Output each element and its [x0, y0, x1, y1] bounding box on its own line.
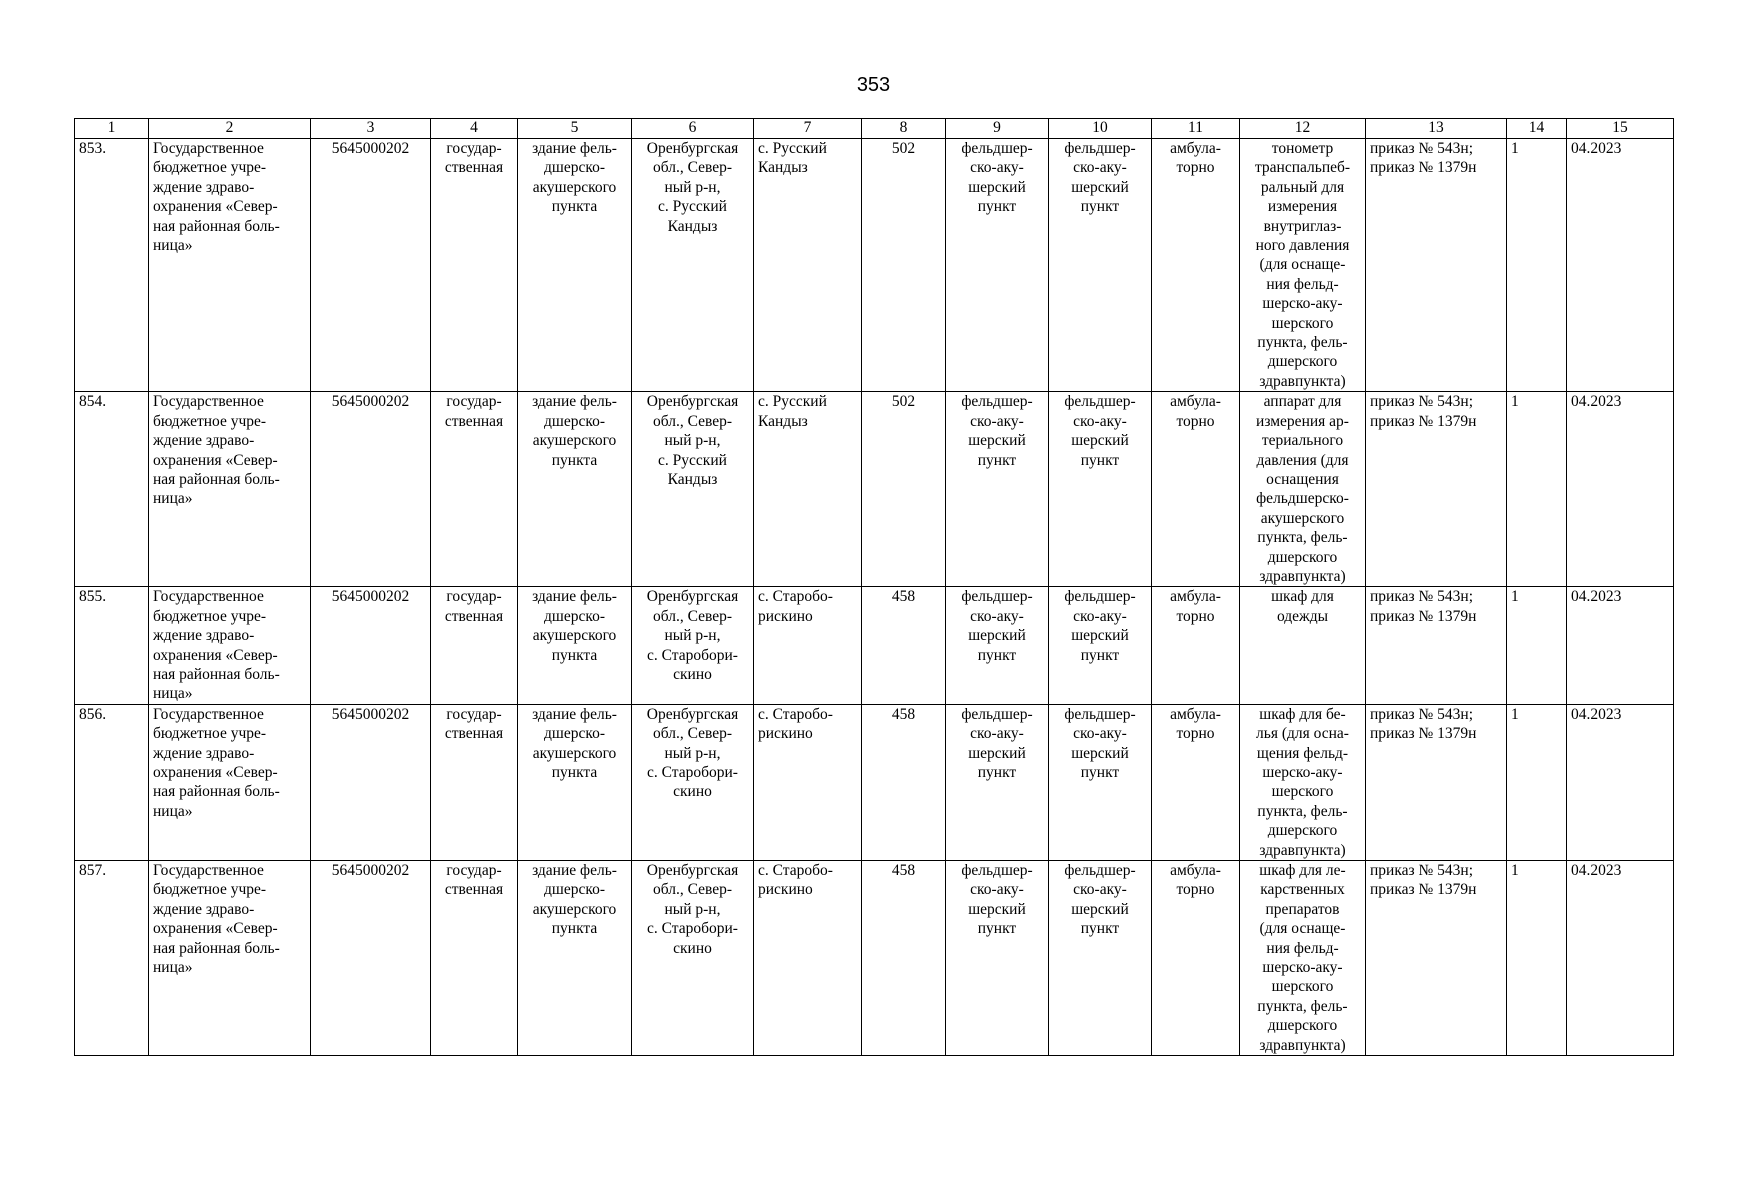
subunit-type: фельдшер- ско-аку- шерский пункт: [1049, 704, 1152, 860]
column-header: 15: [1567, 119, 1674, 139]
care-conditions: амбула- торно: [1152, 392, 1240, 587]
care-conditions: амбула- торно: [1152, 704, 1240, 860]
inn: 5645000202: [311, 861, 431, 1056]
address: Оренбургская обл., Север- ный р-н, с. Старобори- скино: [632, 587, 754, 704]
building: здание фель- дшерско- акушерского пункта: [518, 587, 632, 704]
order-reference: приказ № 543н; приказ № 1379н: [1366, 139, 1507, 392]
inn: 5645000202: [311, 704, 431, 860]
subunit-type: фельдшер- ско-аку- шерский пункт: [1049, 139, 1152, 392]
column-header: 4: [431, 119, 518, 139]
row-number: 857.: [75, 861, 149, 1056]
table-row: [75, 587, 1674, 704]
column-header: 10: [1049, 119, 1152, 139]
locality: с. Старобо- рискино: [754, 704, 862, 860]
equipment: шкаф для ле- карственных препаратов (для оснаще- ния фельд- шерско-аку- шерского пункта, фель- дшерского здравпункта): [1240, 861, 1366, 1056]
ownership-type: государ- ственная: [431, 139, 518, 392]
unit-type: фельдшер- ско-аку- шерский пункт: [946, 704, 1049, 860]
column-header: 5: [518, 119, 632, 139]
row-number: 853.: [75, 139, 149, 392]
organization-name: Государственное бюджетное учре- ждение здраво- охранения «Север- ная районная боль- ница»: [149, 587, 311, 704]
organization-name: Государственное бюджетное учре- ждение здраво- охранения «Север- ная районная боль- ница»: [149, 392, 311, 587]
equipment: шкаф для бе- лья (для осна- щения фельд- шерско-аку- шерского пункта, фель- дшерского здравпункта): [1240, 704, 1366, 860]
column-header: 2: [149, 119, 311, 139]
delivery-date: 04.2023: [1567, 704, 1674, 860]
unit-type: фельдшер- ско-аку- шерский пункт: [946, 587, 1049, 704]
locality: с. Старобо- рискино: [754, 861, 862, 1056]
population-code: 502: [862, 392, 946, 587]
delivery-date: 04.2023: [1567, 392, 1674, 587]
order-reference: приказ № 543н; приказ № 1379н: [1366, 704, 1507, 860]
subunit-type: фельдшер- ско-аку- шерский пункт: [1049, 861, 1152, 1056]
order-reference: приказ № 543н; приказ № 1379н: [1366, 861, 1507, 1056]
header-row: [75, 119, 1674, 139]
order-reference: приказ № 543н; приказ № 1379н: [1366, 392, 1507, 587]
equipment: тонометр транспальпеб- ральный для измерения внутриглаз- ного давления (для оснаще- ния фельд- шерско-аку- шерского пункта, фель- дшерского здравпункта): [1240, 139, 1366, 392]
column-header: 1: [75, 119, 149, 139]
building: здание фель- дшерско- акушерского пункта: [518, 392, 632, 587]
address: Оренбургская обл., Север- ный р-н, с. Русский Кандыз: [632, 139, 754, 392]
population-code: 458: [862, 704, 946, 860]
inn: 5645000202: [311, 139, 431, 392]
quantity: 1: [1507, 704, 1567, 860]
organization-name: Государственное бюджетное учре- ждение здраво- охранения «Север- ная районная боль- ница»: [149, 139, 311, 392]
ownership-type: государ- ственная: [431, 861, 518, 1056]
column-header: 9: [946, 119, 1049, 139]
table-row: [75, 704, 1674, 860]
locality: с. Русский Кандыз: [754, 139, 862, 392]
order-reference: приказ № 543н; приказ № 1379н: [1366, 587, 1507, 704]
unit-type: фельдшер- ско-аку- шерский пункт: [946, 139, 1049, 392]
subunit-type: фельдшер- ско-аку- шерский пункт: [1049, 392, 1152, 587]
building: здание фель- дшерско- акушерского пункта: [518, 861, 632, 1056]
column-header: 8: [862, 119, 946, 139]
row-number: 855.: [75, 587, 149, 704]
subunit-type: фельдшер- ско-аку- шерский пункт: [1049, 587, 1152, 704]
equipment: аппарат для измерения ар- териального давления (для оснащения фельдшерско- акушерского пункта, фель- дшерского здравпункта): [1240, 392, 1366, 587]
delivery-date: 04.2023: [1567, 587, 1674, 704]
population-code: 502: [862, 139, 946, 392]
ownership-type: государ- ственная: [431, 392, 518, 587]
quantity: 1: [1507, 139, 1567, 392]
organization-name: Государственное бюджетное учре- ждение здраво- охранения «Север- ная районная боль- ница»: [149, 704, 311, 860]
delivery-date: 04.2023: [1567, 139, 1674, 392]
building: здание фель- дшерско- акушерского пункта: [518, 139, 632, 392]
care-conditions: амбула- торно: [1152, 587, 1240, 704]
locality: с. Старобо- рискино: [754, 587, 862, 704]
column-header: 14: [1507, 119, 1567, 139]
table-row: [75, 861, 1674, 1056]
address: Оренбургская обл., Север- ный р-н, с. Старобори- скино: [632, 861, 754, 1056]
quantity: 1: [1507, 587, 1567, 704]
address: Оренбургская обл., Север- ный р-н, с. Старобори- скино: [632, 704, 754, 860]
inn: 5645000202: [311, 392, 431, 587]
unit-type: фельдшер- ско-аку- шерский пункт: [946, 392, 1049, 587]
column-header: 7: [754, 119, 862, 139]
column-header: 3: [311, 119, 431, 139]
column-header: 12: [1240, 119, 1366, 139]
table-row: [75, 392, 1674, 587]
equipment: шкаф для одежды: [1240, 587, 1366, 704]
address: Оренбургская обл., Север- ный р-н, с. Русский Кандыз: [632, 392, 754, 587]
row-number: 854.: [75, 392, 149, 587]
quantity: 1: [1507, 861, 1567, 1056]
table-row: [75, 139, 1674, 392]
building: здание фель- дшерско- акушерского пункта: [518, 704, 632, 860]
delivery-date: 04.2023: [1567, 861, 1674, 1056]
quantity: 1: [1507, 392, 1567, 587]
population-code: 458: [862, 587, 946, 704]
population-code: 458: [862, 861, 946, 1056]
locality: с. Русский Кандыз: [754, 392, 862, 587]
page-number: 353: [856, 74, 891, 96]
unit-type: фельдшер- ско-аку- шерский пункт: [946, 861, 1049, 1056]
ownership-type: государ- ственная: [431, 704, 518, 860]
column-header: 6: [632, 119, 754, 139]
column-header: 13: [1366, 119, 1507, 139]
registry-table: [74, 118, 1674, 1056]
row-number: 856.: [75, 704, 149, 860]
organization-name: Государственное бюджетное учре- ждение здраво- охранения «Север- ная районная боль- ница»: [149, 861, 311, 1056]
column-header: 11: [1152, 119, 1240, 139]
care-conditions: амбула- торно: [1152, 861, 1240, 1056]
ownership-type: государ- ственная: [431, 587, 518, 704]
inn: 5645000202: [311, 587, 431, 704]
care-conditions: амбула- торно: [1152, 139, 1240, 392]
